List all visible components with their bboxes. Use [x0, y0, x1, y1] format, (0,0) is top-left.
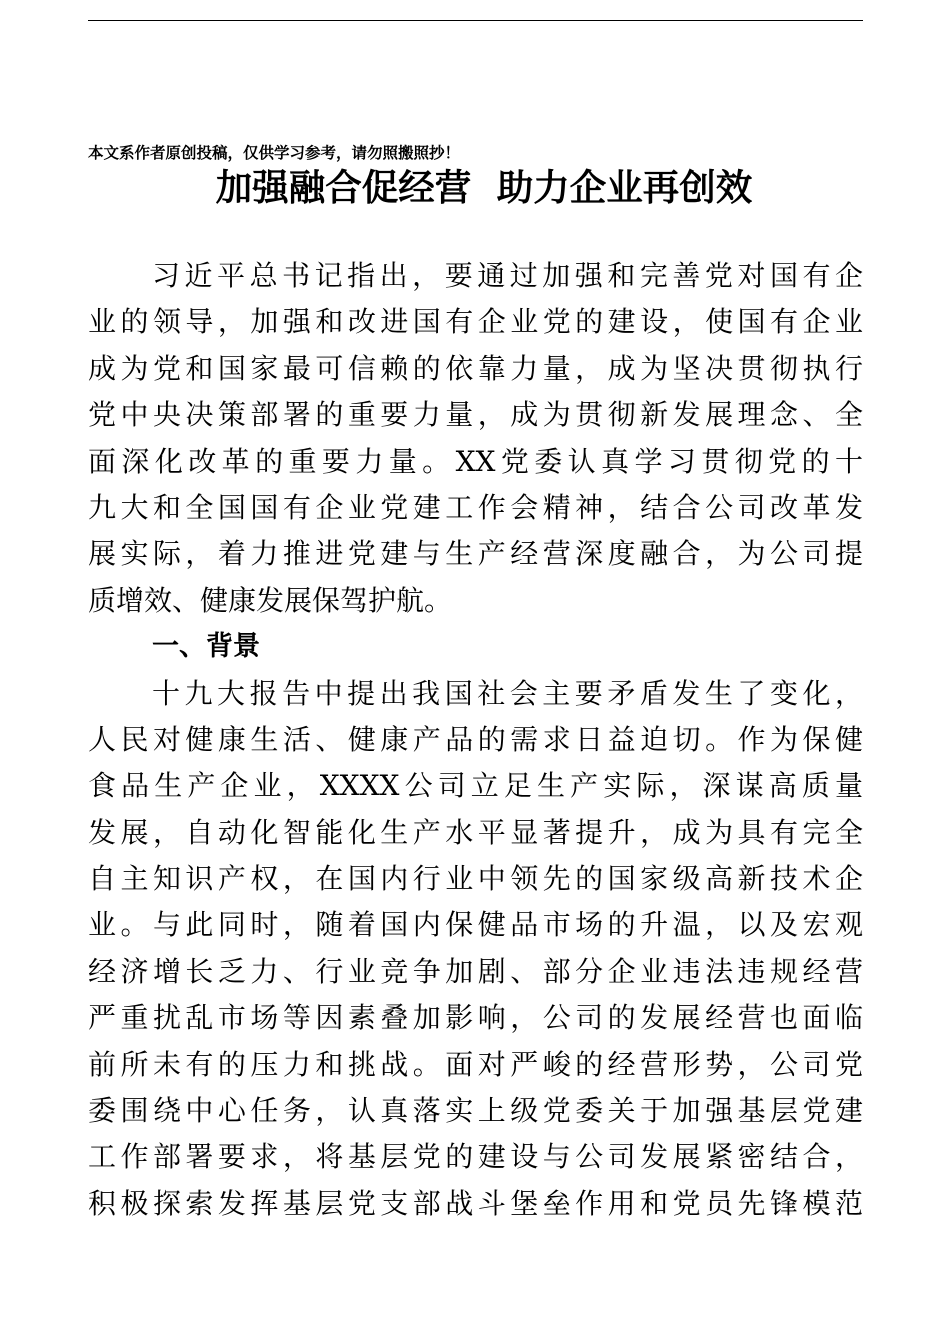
intro-line: 面深化改革的重要力量。XX党委认真学习贯彻党的十 — [88, 444, 863, 478]
intro-line: 业的领导，加强和改进国有企业党的建设，使国有企业 — [88, 305, 863, 339]
intro-line: 九大和全国国有企业党建工作会精神，结合公司改革发 — [88, 490, 863, 524]
document-title: 加强融合促经营 助力企业再创效 — [215, 166, 753, 209]
copyright-notice: 本文系作者原创投稿，仅供学习参考，请勿照搬照抄！ — [88, 143, 461, 162]
header-rule — [88, 20, 863, 21]
intro-line: 党中央决策部署的重要力量，成为贯彻新发展理念、全 — [88, 398, 863, 432]
section-line: 自主知识产权，在国内行业中领先的国家级高新技术企 — [88, 862, 863, 896]
intro-line: 习近平总书记指出，要通过加强和完善党对国有企 — [152, 259, 863, 292]
section-line: 委围绕中心任务，认真落实上级党委关于加强基层党建 — [88, 1094, 863, 1128]
section-line: 十九大报告中提出我国社会主要矛盾发生了变化， — [152, 676, 863, 710]
intro-line: 成为党和国家最可信赖的依靠力量，成为坚决贯彻执行 — [88, 351, 863, 385]
section-heading: 一、背景 — [152, 631, 260, 663]
section-line: 严重扰乱市场等因素叠加影响，公司的发展经营也面临 — [88, 1001, 863, 1035]
section-line: 经济增长乏力、行业竞争加剧、部分企业违法违规经营 — [88, 954, 863, 988]
intro-line: 质增效、健康发展保驾护航。 — [88, 583, 453, 617]
section-line: 工作部署要求，将基层党的建设与公司发展紧密结合， — [88, 1140, 863, 1174]
section-line: 食品生产企业，XXXX公司立足生产实际，深谋高质量 — [88, 769, 863, 803]
section-line: 前所未有的压力和挑战。面对严峻的经营形势，公司党 — [88, 1047, 863, 1081]
intro-line: 展实际，着力推进党建与生产经营深度融合，为公司提 — [88, 537, 863, 571]
section-line: 业。与此同时，随着国内保健品市场的升温，以及宏观 — [88, 908, 863, 942]
document-body — [88, 253, 863, 1227]
section-line: 人民对健康生活、健康产品的需求日益迫切。作为保健 — [88, 722, 863, 756]
section-line: 积极探索发挥基层党支部战斗堡垒作用和党员先锋模范 — [88, 1186, 863, 1220]
section-line: 发展，自动化智能化生产水平显著提升，成为具有完全 — [88, 815, 863, 849]
